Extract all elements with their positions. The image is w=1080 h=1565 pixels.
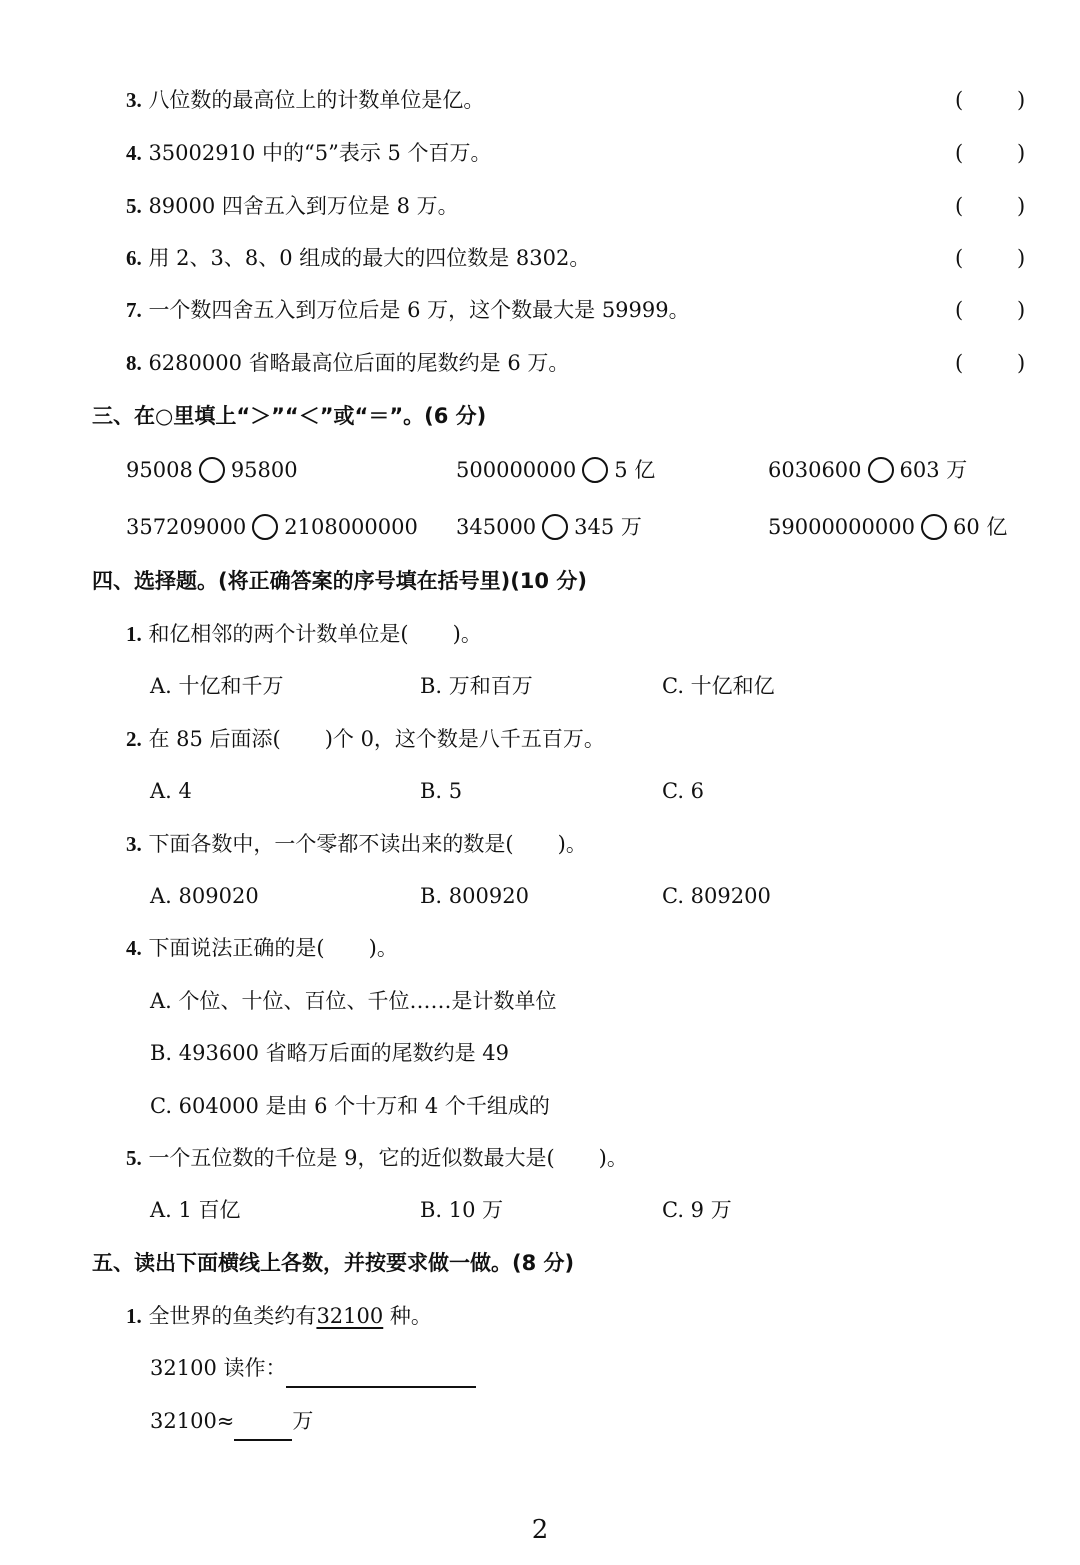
judge-item-5: 5. 89000 四舍五入到万位是 8 万。 ( ) — [126, 194, 1026, 218]
choice-question-2: 2. 在 85 后面添( )个 0，这个数是八千五百万。 — [126, 727, 605, 751]
option-c[interactable]: C. 809200 — [662, 884, 771, 908]
choice-question-3: 3. 下面各数中，一个零都不读出来的数是( )。 — [126, 832, 587, 856]
approx-line — [0, 1401, 1080, 1441]
judge-item-3: 3. 八位数的最高位上的计数单位是亿。 ( ) — [126, 88, 1026, 112]
item-number: 4. — [126, 141, 142, 165]
option-b[interactable]: B. 493600 省略万后面的尾数约是 49 — [150, 1041, 510, 1065]
item-number: 3. — [126, 88, 142, 112]
read-as-answer-line[interactable] — [286, 1358, 476, 1388]
approx-answer-line[interactable] — [234, 1411, 292, 1441]
section-5-title: 五、读出下面横线上各数，并按要求做一做。(8 分) — [92, 1251, 575, 1275]
compare-item: 6030600 603 万 — [768, 458, 968, 482]
compare-item: 95008 95800 — [126, 458, 298, 482]
compare-circle[interactable] — [199, 457, 225, 483]
page-number: 2 — [531, 1515, 549, 1545]
option-a[interactable]: A. 809020 — [150, 884, 259, 908]
choice-options-2 — [0, 771, 1080, 811]
option-b[interactable]: B. 10 万 — [420, 1198, 504, 1222]
item-text: 35002910 中的“5”表示 5 个百万。 — [148, 141, 492, 165]
compare-item: 357209000 2108000000 — [126, 515, 418, 539]
compare-row-1 — [0, 450, 1080, 490]
section-3-title: 三、在○里填上“＞”“＜”或“＝”。(6 分) — [92, 404, 487, 428]
read-as-line — [0, 1348, 1080, 1388]
section-4-title: 四、选择题。(将正确答案的序号填在括号里)(10 分) — [92, 569, 587, 593]
item-text: 6280000 省略最高位后面的尾数约是 6 万。 — [148, 351, 570, 375]
choice-question-1: 1. 和亿相邻的两个计数单位是( )。 — [126, 622, 482, 646]
item-text: 用 2、3、8、0 组成的最大的四位数是 8302。 — [148, 246, 591, 270]
option-c[interactable]: C. 十亿和亿 — [662, 674, 775, 698]
choice-option-4b — [0, 1033, 1080, 1073]
choice-option-4c — [0, 1086, 1080, 1126]
compare-circle[interactable] — [582, 457, 608, 483]
judge-item-6: 6. 用 2、3、8、0 组成的最大的四位数是 8302。 ( ) — [126, 246, 1026, 270]
compare-circle[interactable] — [921, 514, 947, 540]
item-text: 八位数的最高位上的计数单位是亿。 — [148, 88, 485, 112]
item-text: 一个数四舍五入到万位后是 6 万，这个数最大是 59999。 — [148, 298, 690, 322]
compare-row-2 — [0, 507, 1080, 547]
option-b[interactable]: B. 5 — [420, 779, 463, 803]
item-text: 89000 四舍五入到万位是 8 万。 — [148, 194, 459, 218]
item-number: 7. — [126, 298, 142, 322]
compare-circle[interactable] — [542, 514, 568, 540]
choice-question-5: 5. 一个五位数的千位是 9，它的近似数最大是( )。 — [126, 1146, 628, 1170]
compare-item: 59000000000 60 亿 — [768, 515, 1008, 539]
option-b[interactable]: B. 万和百万 — [420, 674, 533, 698]
choice-options-1 — [0, 666, 1080, 706]
item-number: 6. — [126, 246, 142, 270]
judge-item-8: 8. 6280000 省略最高位后面的尾数约是 6 万。 ( ) — [126, 351, 1026, 375]
approx-unit: 万 — [292, 1409, 314, 1433]
option-c[interactable]: C. 604000 是由 6 个十万和 4 个千组成的 — [150, 1094, 550, 1118]
choice-options-5 — [0, 1190, 1080, 1230]
option-a[interactable]: A. 4 — [150, 779, 192, 803]
option-a[interactable]: A. 1 百亿 — [150, 1198, 241, 1222]
option-b[interactable]: B. 800920 — [420, 884, 529, 908]
compare-circle[interactable] — [868, 457, 894, 483]
judge-item-4: 4. 35002910 中的“5”表示 5 个百万。 ( ) — [126, 141, 1026, 165]
compare-item: 500000000 5 亿 — [456, 458, 656, 482]
option-c[interactable]: C. 6 — [662, 779, 705, 803]
underlined-number: 32100 — [316, 1304, 384, 1328]
choice-option-4a — [0, 981, 1080, 1021]
compare-item: 345000 345 万 — [456, 515, 642, 539]
option-a[interactable]: A. 十亿和千万 — [150, 674, 284, 698]
option-a[interactable]: A. 个位、十位、百位、千位……是计数单位 — [150, 989, 557, 1013]
choice-question-4: 4. 下面说法正确的是( )。 — [126, 936, 398, 960]
read-as-label: 32100 读作： — [150, 1356, 287, 1380]
compare-circle[interactable] — [252, 514, 278, 540]
choice-options-3 — [0, 876, 1080, 916]
read-question-1: 1. 全世界的鱼类约有32100 种。 — [126, 1304, 432, 1328]
item-number: 8. — [126, 351, 142, 375]
approx-label: 32100≈ — [150, 1409, 235, 1433]
item-number: 5. — [126, 194, 142, 218]
judge-item-7: 7. 一个数四舍五入到万位后是 6 万，这个数最大是 59999。 ( ) — [126, 298, 1026, 322]
option-c[interactable]: C. 9 万 — [662, 1198, 732, 1222]
